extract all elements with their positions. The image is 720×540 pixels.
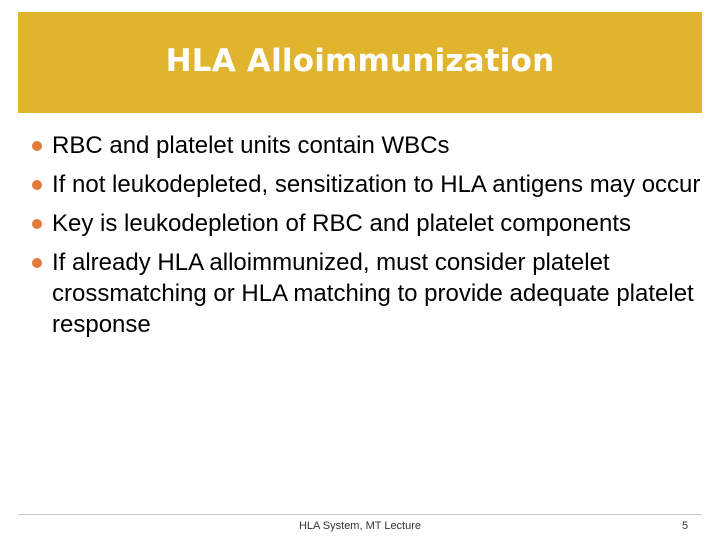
bullet-list xyxy=(32,130,702,348)
footer-divider xyxy=(18,514,702,515)
bullet-text: If already HLA alloimmunized, must consider platelet crossmatching or HLA matching to provide adequate platelet response xyxy=(52,249,694,338)
bullet-text: RBC and platelet units contain WBCs xyxy=(52,132,450,159)
slide-title: HLA Alloimmunization xyxy=(165,42,555,79)
bullet-dot-icon xyxy=(32,141,42,151)
bullet-text: Key is leukodepletion of RBC and platelet components xyxy=(52,210,632,237)
bullet-text: If not leukodepleted, sensitization to HLA antigens may occur xyxy=(52,171,701,198)
bullet-dot-icon xyxy=(32,219,42,229)
bullet-item xyxy=(32,208,702,239)
bullet-item xyxy=(32,130,702,161)
bullet-item xyxy=(32,247,702,340)
page-number: 5 xyxy=(682,520,689,532)
title-bar xyxy=(18,12,702,113)
bullet-item xyxy=(32,169,702,200)
bullet-dot-icon xyxy=(32,258,42,268)
footer-text: HLA System, MT Lecture xyxy=(298,520,422,532)
bullet-dot-icon xyxy=(32,180,42,190)
